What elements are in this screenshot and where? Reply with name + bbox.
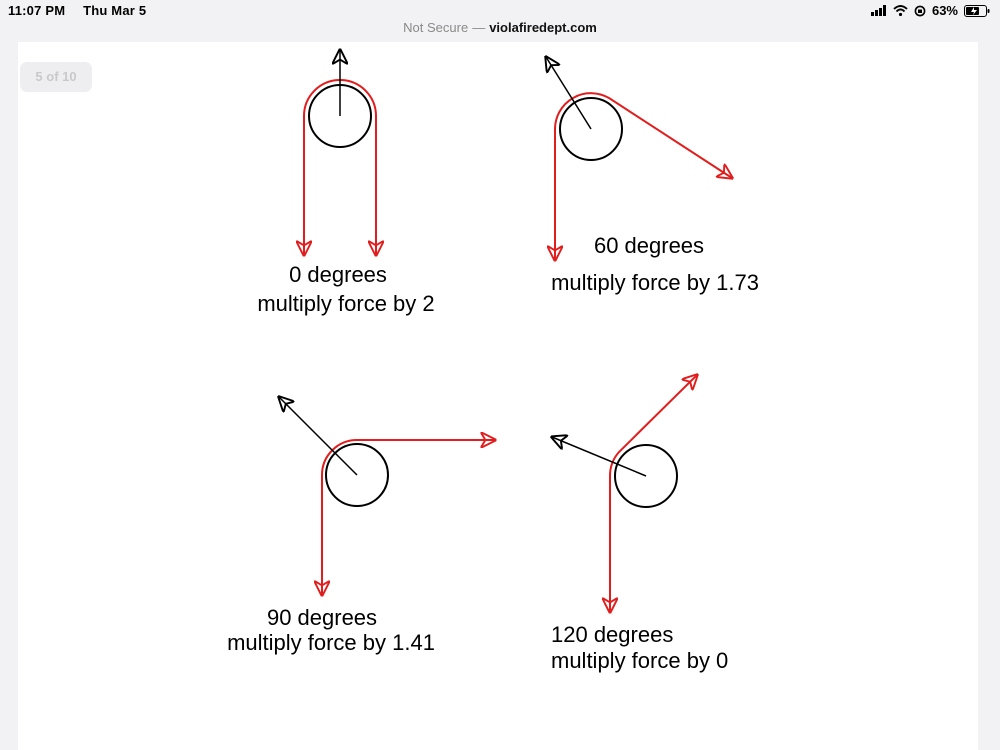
multiplier-label: multiply force by 1.73 [551, 270, 759, 295]
security-label: Not Secure [403, 20, 469, 35]
status-time: 11:07 PM [8, 3, 66, 18]
rope-line [322, 440, 495, 595]
multiplier-label: multiply force by 1.41 [227, 630, 435, 655]
diagram-120-degrees [551, 375, 728, 673]
angle-label: 0 degrees [289, 262, 387, 287]
battery-percent: 63% [931, 3, 958, 18]
resultant-force-arrow [279, 397, 357, 475]
diagram-60-degrees [546, 57, 759, 295]
rope-line [610, 375, 697, 612]
multiplier-label: multiply force by 0 [551, 648, 729, 673]
angle-label: 120 degrees [551, 622, 674, 647]
angle-label: 90 degrees [266, 605, 378, 630]
diagram-0-degrees [257, 50, 434, 316]
multiplier-label: multiply force by 2 [257, 291, 435, 316]
address-domain: violafiredept.com [489, 20, 597, 35]
diagram-90-degrees [227, 397, 495, 655]
status-date: Thu Mar 5 [83, 3, 147, 18]
angle-label: 60 degrees [593, 233, 705, 258]
page-indicator: 5 of 10 [20, 62, 92, 92]
resultant-force-arrow [552, 437, 646, 476]
address-separator: — [472, 20, 486, 35]
